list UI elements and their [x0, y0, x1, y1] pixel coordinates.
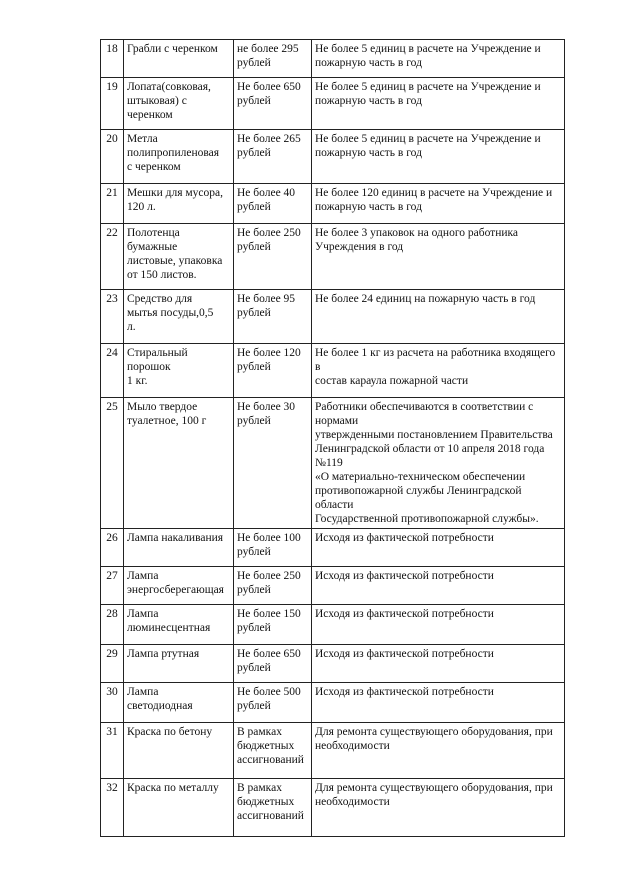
item-price: Не более 120 рублей [234, 344, 312, 398]
item-norm: Не более 5 единиц в расчете на Учреждение и пожарную часть в год [312, 130, 565, 184]
item-name: Метла полипропиленовая с черенком [124, 130, 234, 184]
table-row [101, 344, 565, 398]
item-norm: Для ремонта существующего оборудования, при необходимости [312, 723, 565, 779]
item-norm: Исходя из фактической потребности [312, 529, 565, 567]
item-norm: Не более 1 кг из расчета на работника входящего в состав караула пожарной части [312, 344, 565, 398]
table-row [101, 779, 565, 837]
item-norm: Не более 5 единиц в расчете на Учреждение и пожарную часть в год [312, 78, 565, 130]
item-price: Не более 150 рублей [234, 605, 312, 645]
row-number: 30 [101, 683, 124, 723]
table-row [101, 40, 565, 78]
row-number: 21 [101, 184, 124, 224]
item-price: Не более 650 рублей [234, 78, 312, 130]
row-number: 26 [101, 529, 124, 567]
table-row [101, 130, 565, 184]
table-row [101, 290, 565, 344]
row-number: 32 [101, 779, 124, 837]
item-price: Не более 100 рублей [234, 529, 312, 567]
item-norm: Не более 24 единиц на пожарную часть в год [312, 290, 565, 344]
row-number: 31 [101, 723, 124, 779]
item-name: Стиральный порошок 1 кг. [124, 344, 234, 398]
row-number: 22 [101, 224, 124, 290]
item-price: Не более 40 рублей [234, 184, 312, 224]
row-number: 23 [101, 290, 124, 344]
table-row [101, 645, 565, 683]
item-norm: Не более 120 единиц в расчете на Учреждение и пожарную часть в год [312, 184, 565, 224]
item-name: Грабли с черенком [124, 40, 234, 78]
table-row [101, 723, 565, 779]
item-name: Средство для мытья посуды,0,5 л. [124, 290, 234, 344]
item-name: Лопата(совковая, штыковая) с черенком [124, 78, 234, 130]
item-name: Лампа накаливания [124, 529, 234, 567]
item-norm: Не более 5 единиц в расчете на Учреждение и пожарную часть в год [312, 40, 565, 78]
item-norm: Не более 3 упаковок на одного работника Учреждения в год [312, 224, 565, 290]
row-number: 28 [101, 605, 124, 645]
table-row [101, 683, 565, 723]
row-number: 24 [101, 344, 124, 398]
row-number: 20 [101, 130, 124, 184]
item-norm: Исходя из фактической потребности [312, 605, 565, 645]
item-price: В рамках бюджетных ассигнований [234, 779, 312, 837]
table-row [101, 78, 565, 130]
table-row [101, 224, 565, 290]
table-row [101, 398, 565, 529]
item-name: Полотенца бумажные листовые, упаковка от 150 листов. [124, 224, 234, 290]
item-name: Краска по бетону [124, 723, 234, 779]
row-number: 27 [101, 567, 124, 605]
item-price: Не более 265 рублей [234, 130, 312, 184]
row-number: 18 [101, 40, 124, 78]
norms-table [100, 39, 565, 837]
item-price: Не более 650 рублей [234, 645, 312, 683]
item-price: Не более 250 рублей [234, 567, 312, 605]
item-price: Не более 30 рублей [234, 398, 312, 529]
row-number: 19 [101, 78, 124, 130]
item-name: Лампа ртутная [124, 645, 234, 683]
table-row [101, 567, 565, 605]
item-price: Не более 95 рублей [234, 290, 312, 344]
item-price: В рамках бюджетных ассигнований [234, 723, 312, 779]
item-name: Лампа энергосберегающая [124, 567, 234, 605]
table-row [101, 184, 565, 224]
table-row [101, 605, 565, 645]
item-name: Лампа светодиодная [124, 683, 234, 723]
item-norm: Исходя из фактической потребности [312, 683, 565, 723]
item-name: Лампа люминесцентная [124, 605, 234, 645]
item-price: не более 295 рублей [234, 40, 312, 78]
item-norm: Исходя из фактической потребности [312, 567, 565, 605]
item-name: Мешки для мусора, 120 л. [124, 184, 234, 224]
item-price: Не более 250 рублей [234, 224, 312, 290]
item-name: Краска по металлу [124, 779, 234, 837]
item-norm: Работники обеспечиваются в соответствии с нормами утвержденными постановлением Правительства Ленинградской области от 10 апреля 2018 года №119 «О материально-техническом обеспечении противопожарной службы Ленинградской области Государственной противопожарной службы». [312, 398, 565, 529]
item-norm: Для ремонта существующего оборудования, при необходимости [312, 779, 565, 837]
table-row [101, 529, 565, 567]
row-number: 25 [101, 398, 124, 529]
item-norm: Исходя из фактической потребности [312, 645, 565, 683]
row-number: 29 [101, 645, 124, 683]
item-name: Мыло твердое туалетное, 100 г [124, 398, 234, 529]
item-price: Не более 500 рублей [234, 683, 312, 723]
